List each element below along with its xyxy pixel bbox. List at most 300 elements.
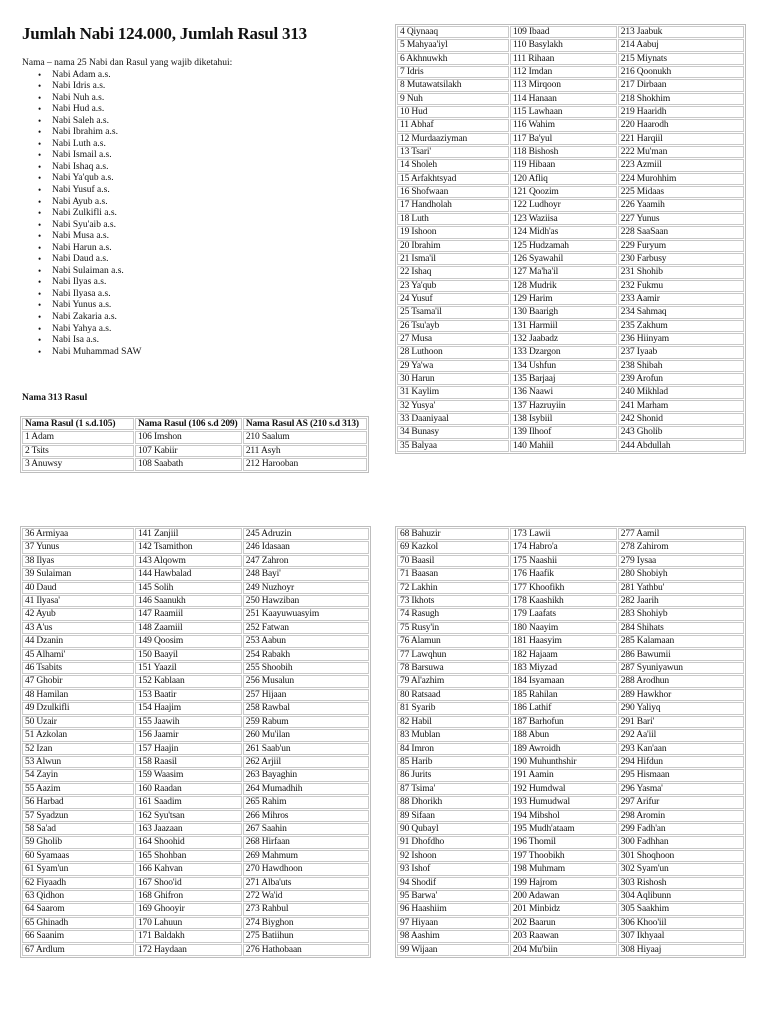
table-cell: 56 Harbad [22, 796, 134, 808]
table-cell: 123 Waziisa [510, 213, 617, 225]
table-cell: 296 Yasma' [618, 783, 744, 795]
table-cell: 199 Hajrom [510, 877, 617, 889]
table-cell: 299 Fadh'an [618, 823, 744, 835]
table-row [397, 93, 744, 105]
table-row [22, 689, 369, 701]
table-header-row [22, 418, 367, 430]
table-cell: 186 Lathif [510, 702, 617, 714]
table-cell: 51 Azkolan [22, 729, 134, 741]
table-cell: 211 Asyh [243, 445, 367, 457]
table-row [397, 702, 744, 714]
table-cell: 98 Aashim [397, 930, 509, 942]
table-row [22, 836, 369, 848]
table-row [397, 333, 744, 345]
table-cell: 67 Ardlum [22, 944, 134, 956]
table-row [397, 159, 744, 171]
table-cell: 284 Shihats [618, 622, 744, 634]
table-row [397, 890, 744, 902]
table-cell: 257 Hijaan [243, 689, 369, 701]
table-cell: 45 Alhami' [22, 649, 134, 661]
table-row [22, 528, 369, 540]
table-cell: 178 Kaashikh [510, 595, 617, 607]
table-cell: 23 Ya'qub [397, 280, 509, 292]
table-cell: 64 Saarom [22, 903, 134, 915]
table-cell: 215 Miynats [618, 53, 744, 65]
table-cell: 90 Qubayl [397, 823, 509, 835]
page-title: Jumlah Nabi 124.000, Jumlah Rasul 313 [22, 24, 307, 43]
table-cell: 195 Mudh'ataam [510, 823, 617, 835]
intro-text: Nama – nama 25 Nabi dan Rasul yang wajib diketahui: [22, 58, 233, 68]
table-cell: 157 Haajin [135, 743, 242, 755]
table-row [397, 917, 744, 929]
table-cell: 1 Adam [22, 431, 134, 443]
table-cell: 32 Yusya' [397, 400, 509, 412]
table-cell: 201 Minbidz [510, 903, 617, 915]
table-row [397, 253, 744, 265]
table-cell: 217 Dirbaan [618, 79, 744, 91]
table-cell: 39 Sulaiman [22, 568, 134, 580]
table-cell: 243 Gholib [618, 426, 744, 438]
table-cell: 97 Hiyaan [397, 917, 509, 929]
table-cell: 281 Yathbu' [618, 582, 744, 594]
table-cell: 24 Yusuf [397, 293, 509, 305]
table-cell: 61 Syam'un [22, 863, 134, 875]
table-cell: 179 Laafats [510, 608, 617, 620]
table-cell: 140 Mahiil [510, 440, 617, 452]
table-row [397, 622, 744, 634]
table-row [397, 146, 744, 158]
table-row [397, 306, 744, 318]
table-cell: 70 Baasil [397, 555, 509, 567]
table-row [397, 199, 744, 211]
table-cell: 173 Lawii [510, 528, 617, 540]
table-row [22, 675, 369, 687]
table-cell: 108 Saabath [135, 458, 242, 470]
prophet-list-item: • Nabi Musa a.s. [52, 231, 232, 243]
table-row [22, 796, 369, 808]
table-cell: 62 Fiyaadh [22, 877, 134, 889]
table-cell: 294 Hifdun [618, 756, 744, 768]
table-cell: 244 Abdullah [618, 440, 744, 452]
table-cell: 28 Luthoon [397, 346, 509, 358]
table-cell: 203 Raawan [510, 930, 617, 942]
table-cell: 88 Dhorikh [397, 796, 509, 808]
table-cell: 232 Fukmu [618, 280, 744, 292]
table-cell: 68 Bahuzir [397, 528, 509, 540]
table-cell: 86 Jurits [397, 769, 509, 781]
table-cell: 4 Qiynaaq [397, 26, 509, 38]
table-row [397, 226, 744, 238]
table-row [397, 373, 744, 385]
table-cell: 181 Haasyim [510, 635, 617, 647]
table-cell: 307 Ikhyaal [618, 930, 744, 942]
table-cell: 235 Zakhum [618, 320, 744, 332]
table-row [22, 649, 369, 661]
table-cell: 21 Isma'il [397, 253, 509, 265]
table-row [22, 810, 369, 822]
table-cell: 185 Rahilan [510, 689, 617, 701]
table-cell: 113 Mirqoon [510, 79, 617, 91]
table-cell: 52 Izan [22, 743, 134, 755]
table-cell: 36 Armiyaa [22, 528, 134, 540]
prophet-list [22, 70, 232, 359]
table-cell: 262 Arjiil [243, 756, 369, 768]
table-cell: 27 Musa [397, 333, 509, 345]
table-cell: 5 Mahyaa'iyl [397, 39, 509, 51]
table-cell: 48 Hamilan [22, 689, 134, 701]
table-cell: 84 Imron [397, 743, 509, 755]
column-header: Nama Rasul (106 s.d 209) [135, 418, 242, 430]
prophet-list-item: • Nabi Ilyasa a.s. [52, 289, 232, 301]
table-row [397, 930, 744, 942]
rasul-table-bottom-left [20, 526, 371, 958]
table-cell: 99 Wijaan [397, 944, 509, 956]
table-cell: 136 Naawi [510, 386, 617, 398]
table-cell: 42 Ayub [22, 608, 134, 620]
table-cell: 168 Ghifron [135, 890, 242, 902]
prophet-list-item: • Nabi Luth a.s. [52, 139, 232, 151]
table-row [22, 863, 369, 875]
prophet-list-item: • Nabi Yunus a.s. [52, 300, 232, 312]
table-row [397, 823, 744, 835]
table-cell: 127 Ma'ha'il [510, 266, 617, 278]
table-row [397, 386, 744, 398]
table-cell: 220 Haarodh [618, 119, 744, 131]
table-cell: 82 Habil [397, 716, 509, 728]
table-cell: 189 Awroidh [510, 743, 617, 755]
table-cell: 41 Ilyasa' [22, 595, 134, 607]
prophet-list-item: • Nabi Adam a.s. [52, 70, 232, 82]
table-cell: 75 Rusy'in [397, 622, 509, 634]
table-cell: 135 Barjaaj [510, 373, 617, 385]
table-row [397, 320, 744, 332]
table-cell: 89 Sifaan [397, 810, 509, 822]
table-cell: 131 Harmiil [510, 320, 617, 332]
table-cell: 274 Biyghon [243, 917, 369, 929]
table-cell: 145 Solih [135, 582, 242, 594]
table-cell: 297 Arifur [618, 796, 744, 808]
table-cell: 245 Adruzin [243, 528, 369, 540]
table-cell: 283 Shohiyb [618, 608, 744, 620]
table-cell: 114 Hanaan [510, 93, 617, 105]
table-cell: 165 Shohban [135, 850, 242, 862]
table-cell: 46 Tsabits [22, 662, 134, 674]
table-row [397, 79, 744, 91]
table-cell: 30 Harun [397, 373, 509, 385]
prophet-list-item: • Nabi Ismail a.s. [52, 150, 232, 162]
prophet-list-item: • Nabi Ya'qub a.s. [52, 173, 232, 185]
table-cell: 286 Bawumii [618, 649, 744, 661]
prophet-list-item: • Nabi Muhammad SAW [52, 347, 232, 359]
table-row [397, 413, 744, 425]
table-cell: 22 Ishaq [397, 266, 509, 278]
table-cell: 278 Zahirom [618, 541, 744, 553]
table-cell: 159 Waasim [135, 769, 242, 781]
table-row [397, 582, 744, 594]
table-cell: 150 Baayil [135, 649, 242, 661]
table-cell: 6 Akhnuwkh [397, 53, 509, 65]
table-row [22, 823, 369, 835]
table-row [22, 622, 369, 634]
table-cell: 33 Daaniyaal [397, 413, 509, 425]
table-cell: 250 Hawziban [243, 595, 369, 607]
table-cell: 270 Hawdhoon [243, 863, 369, 875]
table-cell: 15 Arfakhtsyad [397, 173, 509, 185]
table-row [397, 400, 744, 412]
table-cell: 31 Kaylim [397, 386, 509, 398]
table-cell: 259 Rabum [243, 716, 369, 728]
table-cell: 221 Harqiil [618, 133, 744, 145]
table-cell: 239 Arofun [618, 373, 744, 385]
table-cell: 304 Aqlibunn [618, 890, 744, 902]
table-cell: 38 Ilyas [22, 555, 134, 567]
table-row [397, 810, 744, 822]
table-cell: 158 Raasil [135, 756, 242, 768]
table-row [22, 716, 369, 728]
table-cell: 12 Murdaaziyman [397, 133, 509, 145]
table-row [397, 675, 744, 687]
table-cell: 50 Uzair [22, 716, 134, 728]
table-cell: 246 Idasaan [243, 541, 369, 553]
table-cell: 180 Naayim [510, 622, 617, 634]
table-cell: 161 Saadim [135, 796, 242, 808]
table-cell: 43 A'us [22, 622, 134, 634]
table-cell: 166 Kahvan [135, 863, 242, 875]
table-cell: 85 Harib [397, 756, 509, 768]
table-cell: 53 Alwun [22, 756, 134, 768]
table-cell: 306 Khoo'iil [618, 917, 744, 929]
table-cell: 292 Aa'iil [618, 729, 744, 741]
rasul-table-bottom-right [395, 526, 746, 958]
table-cell: 229 Furyum [618, 240, 744, 252]
table-cell: 141 Zanjiil [135, 528, 242, 540]
table-cell: 19 Ishoon [397, 226, 509, 238]
table-cell: 9 Nuh [397, 93, 509, 105]
table-cell: 183 Miyzad [510, 662, 617, 674]
table-row [397, 186, 744, 198]
table-cell: 261 Saab'un [243, 743, 369, 755]
table-cell: 191 Aamin [510, 769, 617, 781]
table-cell: 287 Syuniyawun [618, 662, 744, 674]
table-cell: 25 Tsama'il [397, 306, 509, 318]
table-cell: 107 Kabiir [135, 445, 242, 457]
table-row [22, 903, 369, 915]
table-cell: 133 Dzargon [510, 346, 617, 358]
table-cell: 303 Rishosh [618, 877, 744, 889]
table-cell: 200 Adawan [510, 890, 617, 902]
table-cell: 188 Abun [510, 729, 617, 741]
table-cell: 76 Alamun [397, 635, 509, 647]
table-cell: 279 Iysaa [618, 555, 744, 567]
table-row [22, 555, 369, 567]
table-row [397, 240, 744, 252]
table-row [397, 346, 744, 358]
table-cell: 298 Aromin [618, 810, 744, 822]
table-cell: 308 Hiyaaj [618, 944, 744, 956]
table-cell: 198 Muhmam [510, 863, 617, 875]
table-cell: 275 Batiihun [243, 930, 369, 942]
prophet-list-item: • Nabi Isa a.s. [52, 335, 232, 347]
table-cell: 230 Farbusy [618, 253, 744, 265]
table-cell: 234 Sahmaq [618, 306, 744, 318]
table-cell: 65 Ghinadh [22, 917, 134, 929]
table-cell: 187 Barhofun [510, 716, 617, 728]
table-cell: 60 Syamaas [22, 850, 134, 862]
table-cell: 174 Habro'a [510, 541, 617, 553]
table-cell: 117 Ba'yul [510, 133, 617, 145]
table-row [397, 836, 744, 848]
table-cell: 265 Rahim [243, 796, 369, 808]
table-cell: 202 Baarun [510, 917, 617, 929]
table-cell: 124 Midh'as [510, 226, 617, 238]
table-cell: 129 Harim [510, 293, 617, 305]
table-cell: 47 Ghobir [22, 675, 134, 687]
table-row [397, 213, 744, 225]
table-cell: 91 Dhofdho [397, 836, 509, 848]
table-cell: 263 Bayaghin [243, 769, 369, 781]
prophet-list-item: • Nabi Idris a.s. [52, 81, 232, 93]
table-cell: 115 Lawhaan [510, 106, 617, 118]
table-cell: 77 Lawqhun [397, 649, 509, 661]
table-cell: 223 Azmiil [618, 159, 744, 171]
table-cell: 119 Hibaan [510, 159, 617, 171]
table-cell: 282 Jaarih [618, 595, 744, 607]
table-row [397, 568, 744, 580]
table-cell: 10 Hud [397, 106, 509, 118]
table-cell: 17 Handholah [397, 199, 509, 211]
prophet-list-item: • Nabi Sulaiman a.s. [52, 266, 232, 278]
table-row [397, 66, 744, 78]
table-cell: 231 Shohib [618, 266, 744, 278]
table-cell: 293 Kan'aan [618, 743, 744, 755]
table-cell: 66 Saanim [22, 930, 134, 942]
table-cell: 288 Arodhun [618, 675, 744, 687]
table-cell: 253 Aabun [243, 635, 369, 647]
table-cell: 289 Hawkhor [618, 689, 744, 701]
table-cell: 87 Tsima' [397, 783, 509, 795]
table-cell: 72 Lakhin [397, 582, 509, 594]
table-cell: 271 Alba'uts [243, 877, 369, 889]
table-row [22, 445, 367, 457]
table-cell: 37 Yunus [22, 541, 134, 553]
table-cell: 125 Hudzamah [510, 240, 617, 252]
table-cell: 73 Ikhots [397, 595, 509, 607]
table-row [22, 743, 369, 755]
table-cell: 225 Midaas [618, 186, 744, 198]
table-cell: 20 Ibrahim [397, 240, 509, 252]
intro-block [22, 58, 232, 358]
table-cell: 14 Sholeh [397, 159, 509, 171]
table-cell: 120 Afliq [510, 173, 617, 185]
table-cell: 79 Al'azhim [397, 675, 509, 687]
table-cell: 264 Mumadhih [243, 783, 369, 795]
table-cell: 151 Yaazil [135, 662, 242, 674]
table-cell: 54 Zayin [22, 769, 134, 781]
table-cell: 212 Harooban [243, 458, 367, 470]
table-cell: 109 Ibaad [510, 26, 617, 38]
table-cell: 144 Hawbalad [135, 568, 242, 580]
table-cell: 2 Tsits [22, 445, 134, 457]
table-cell: 182 Hajaam [510, 649, 617, 661]
table-row [397, 863, 744, 875]
table-cell: 13 Tsari' [397, 146, 509, 158]
table-row [397, 716, 744, 728]
table-cell: 162 Syu'tsan [135, 810, 242, 822]
table-cell: 216 Qoonukh [618, 66, 744, 78]
prophet-list-item: • Nabi Ishaq a.s. [52, 162, 232, 174]
column-header: Nama Rasul (1 s.d.105) [22, 418, 134, 430]
table-cell: 266 Mihros [243, 810, 369, 822]
table-cell: 96 Haashiim [397, 903, 509, 915]
table-cell: 177 Khoofikh [510, 582, 617, 594]
table-row [397, 783, 744, 795]
table-cell: 106 Imshon [135, 431, 242, 443]
table-cell: 137 Hazruyiin [510, 400, 617, 412]
table-cell: 236 Hiinyam [618, 333, 744, 345]
table-cell: 153 Baatir [135, 689, 242, 701]
table-row [22, 769, 369, 781]
table-cell: 302 Syam'un [618, 863, 744, 875]
table-cell: 227 Yunus [618, 213, 744, 225]
table-row [397, 649, 744, 661]
table-cell: 74 Rasugh [397, 608, 509, 620]
table-cell: 130 Baarigh [510, 306, 617, 318]
table-cell: 155 Jaawih [135, 716, 242, 728]
table-cell: 58 Sa'ad [22, 823, 134, 835]
table-cell: 291 Bari' [618, 716, 744, 728]
table-row [397, 769, 744, 781]
table-cell: 35 Balyaa [397, 440, 509, 452]
table-row [22, 850, 369, 862]
table-cell: 305 Saakhim [618, 903, 744, 915]
table-cell: 152 Kablaan [135, 675, 242, 687]
table-cell: 210 Saalum [243, 431, 367, 443]
table-cell: 7 Idris [397, 66, 509, 78]
table-cell: 251 Kaayuwuasyim [243, 608, 369, 620]
table-cell: 147 Raamiil [135, 608, 242, 620]
table-cell: 154 Haajim [135, 702, 242, 714]
table-cell: 226 Yaamih [618, 199, 744, 211]
table-row [397, 266, 744, 278]
rasul-table-right [395, 24, 746, 454]
table-cell: 167 Shoo'id [135, 877, 242, 889]
table-row [397, 555, 744, 567]
table-cell: 95 Barwa' [397, 890, 509, 902]
table-cell: 57 Syadzun [22, 810, 134, 822]
table-cell: 93 Ishof [397, 863, 509, 875]
table-cell: 111 Rihaan [510, 53, 617, 65]
table-row [397, 280, 744, 292]
table-cell: 164 Shoohid [135, 836, 242, 848]
table-cell: 272 Wa'id [243, 890, 369, 902]
table-row [397, 796, 744, 808]
table-cell: 193 Humudwal [510, 796, 617, 808]
column-header: Nama Rasul AS (210 s.d 313) [243, 418, 367, 430]
table-cell: 78 Barsuwa [397, 662, 509, 674]
table-cell: 255 Shoobih [243, 662, 369, 674]
table-cell: 71 Baasan [397, 568, 509, 580]
table-cell: 146 Saanukh [135, 595, 242, 607]
table-cell: 280 Shobiyh [618, 568, 744, 580]
table-cell: 138 Isybiil [510, 413, 617, 425]
table-row [397, 756, 744, 768]
prophet-list-item: • Nabi Harun a.s. [52, 243, 232, 255]
table-row [397, 608, 744, 620]
table-cell: 285 Kalamaan [618, 635, 744, 647]
table-cell: 204 Mu'biin [510, 944, 617, 956]
table-cell: 134 Ushfun [510, 360, 617, 372]
table-row [22, 783, 369, 795]
